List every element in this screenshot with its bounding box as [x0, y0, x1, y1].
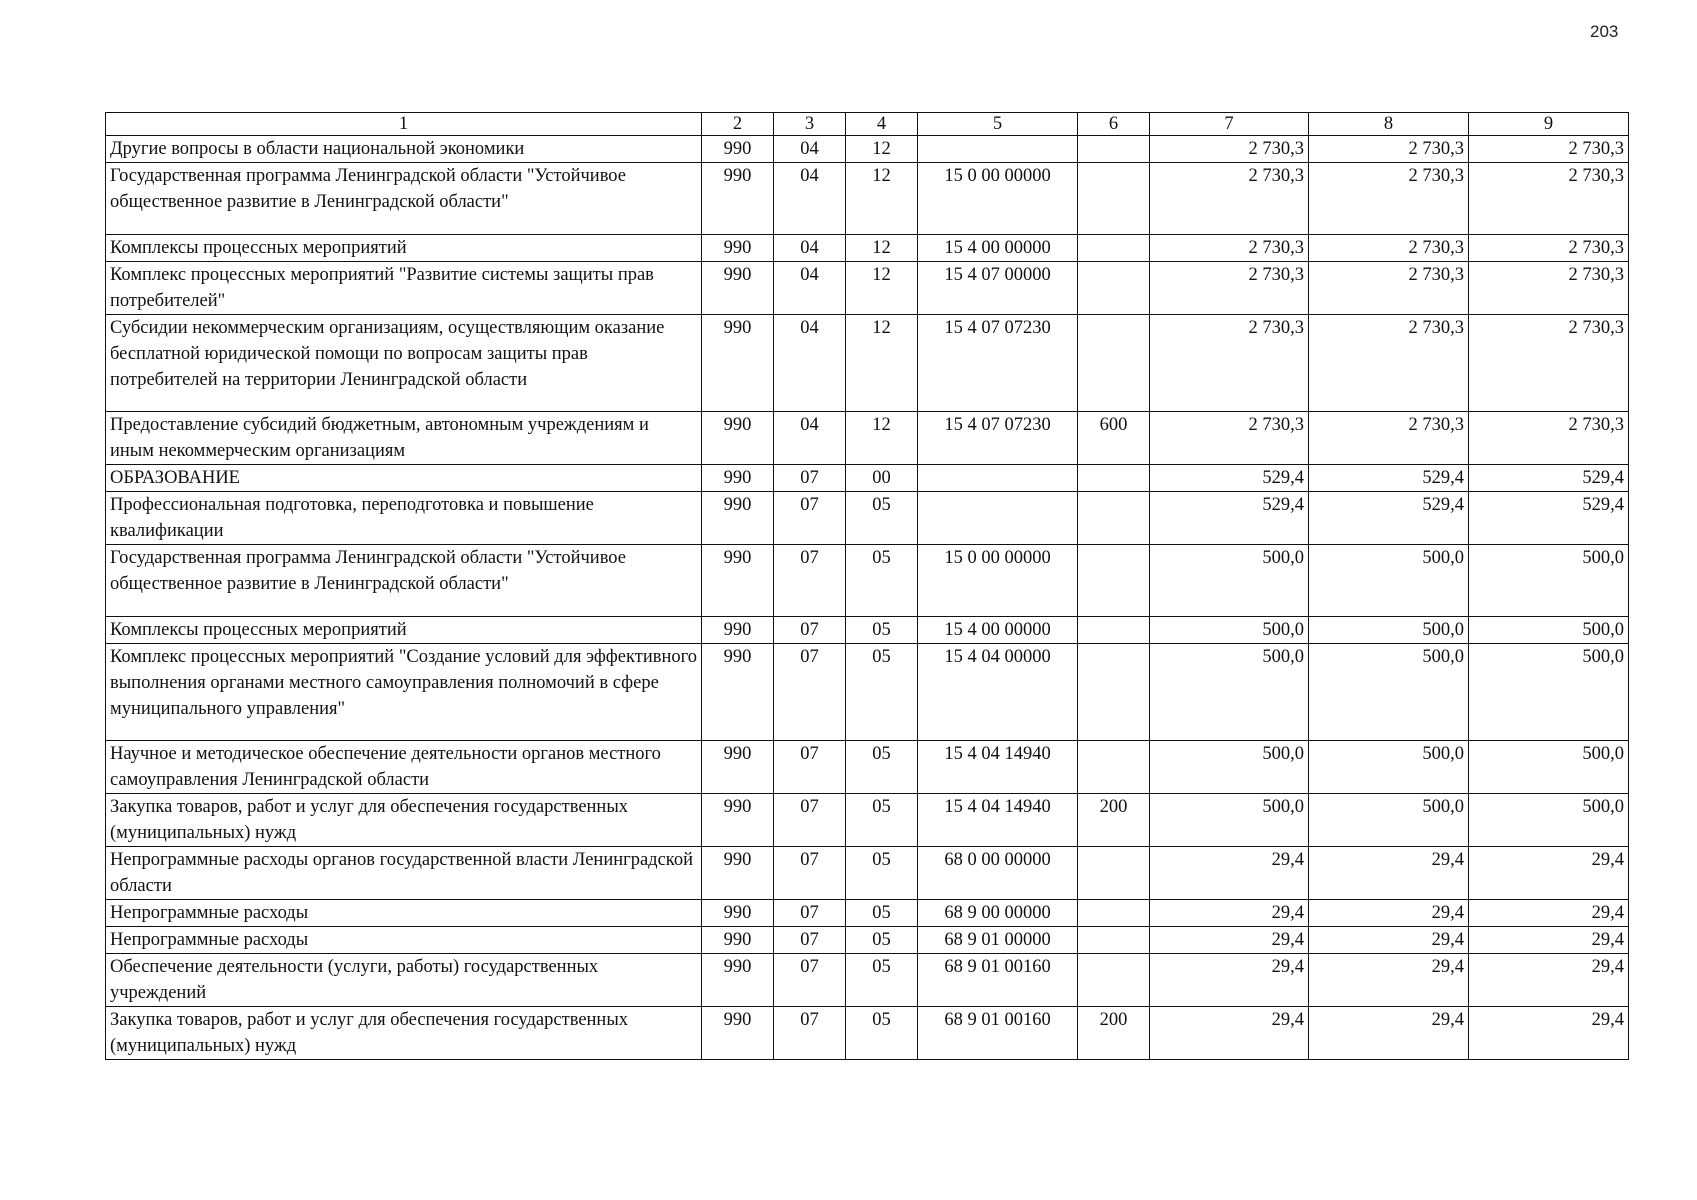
value-col9-cell: 2 730,3 [1469, 315, 1629, 412]
row-name-cell: Закупка товаров, работ и услуг для обеспечения государственных (муниципальных) нужд [106, 1007, 702, 1060]
col4-cell: 05 [846, 847, 918, 900]
col2-cell: 990 [702, 954, 774, 1007]
header-cell: 8 [1309, 113, 1469, 136]
col3-cell: 07 [774, 900, 846, 927]
row-name-cell: Непрограммные расходы органов государственной власти Ленинградской области [106, 847, 702, 900]
value-col8-cell: 2 730,3 [1309, 235, 1469, 262]
col6-cell [1078, 262, 1150, 315]
value-col9-cell: 29,4 [1469, 954, 1629, 1007]
value-col8-cell: 2 730,3 [1309, 262, 1469, 315]
col3-cell: 07 [774, 644, 846, 741]
col3-cell: 07 [774, 847, 846, 900]
row-name-cell: Другие вопросы в области национальной экономики [106, 136, 702, 163]
col3-cell: 07 [774, 794, 846, 847]
col2-cell: 990 [702, 1007, 774, 1060]
value-col8-cell: 2 730,3 [1309, 136, 1469, 163]
row-name-cell: Закупка товаров, работ и услуг для обеспечения государственных (муниципальных) нужд [106, 794, 702, 847]
col6-cell [1078, 163, 1150, 235]
value-col8-cell: 29,4 [1309, 954, 1469, 1007]
table-row [106, 927, 1629, 954]
col5-cell: 68 9 01 00000 [918, 927, 1078, 954]
row-name-cell: Непрограммные расходы [106, 927, 702, 954]
col3-cell: 07 [774, 954, 846, 1007]
value-col8-cell: 29,4 [1309, 927, 1469, 954]
value-col7-cell: 2 730,3 [1150, 163, 1309, 235]
value-col7-cell: 2 730,3 [1150, 262, 1309, 315]
value-col7-cell: 2 730,3 [1150, 136, 1309, 163]
value-col9-cell: 2 730,3 [1469, 136, 1629, 163]
col6-cell: 600 [1078, 412, 1150, 465]
row-name-cell: Комплексы процессных мероприятий [106, 617, 702, 644]
col4-cell: 05 [846, 617, 918, 644]
col6-cell: 200 [1078, 794, 1150, 847]
col3-cell: 04 [774, 412, 846, 465]
page-number: 203 [1590, 22, 1619, 41]
col6-cell [1078, 954, 1150, 1007]
value-col7-cell: 29,4 [1150, 847, 1309, 900]
col5-cell: 68 9 01 00160 [918, 954, 1078, 1007]
col5-cell: 15 4 00 00000 [918, 617, 1078, 644]
col5-cell: 15 4 00 00000 [918, 235, 1078, 262]
col6-cell [1078, 315, 1150, 412]
value-col8-cell: 2 730,3 [1309, 315, 1469, 412]
header-cell: 3 [774, 113, 846, 136]
value-col8-cell: 2 730,3 [1309, 412, 1469, 465]
col5-cell: 15 4 04 14940 [918, 794, 1078, 847]
col2-cell: 990 [702, 794, 774, 847]
col2-cell: 990 [702, 492, 774, 545]
table-row [106, 847, 1629, 900]
row-name-cell: Предоставление субсидий бюджетным, автономным учреждениям и иным некоммерческим организациям [106, 412, 702, 465]
value-col8-cell: 500,0 [1309, 644, 1469, 741]
value-col7-cell: 500,0 [1150, 644, 1309, 741]
header-cell: 6 [1078, 113, 1150, 136]
col4-cell: 12 [846, 163, 918, 235]
table-row [106, 741, 1629, 794]
col6-cell [1078, 847, 1150, 900]
col4-cell: 00 [846, 465, 918, 492]
value-col9-cell: 2 730,3 [1469, 262, 1629, 315]
col4-cell: 05 [846, 900, 918, 927]
col4-cell: 05 [846, 644, 918, 741]
col3-cell: 07 [774, 617, 846, 644]
col4-cell: 05 [846, 1007, 918, 1060]
col5-cell: 68 0 00 00000 [918, 847, 1078, 900]
value-col8-cell: 29,4 [1309, 900, 1469, 927]
col6-cell [1078, 492, 1150, 545]
value-col8-cell: 529,4 [1309, 492, 1469, 545]
col4-cell: 12 [846, 136, 918, 163]
col5-cell: 15 4 07 00000 [918, 262, 1078, 315]
table-row [106, 235, 1629, 262]
value-col7-cell: 500,0 [1150, 794, 1309, 847]
row-name-cell: Государственная программа Ленинградской области "Устойчивое общественное развитие в Ленинградской области" [106, 163, 702, 235]
col2-cell: 990 [702, 163, 774, 235]
col3-cell: 07 [774, 741, 846, 794]
row-name-cell: Обеспечение деятельности (услуги, работы) государственных учреждений [106, 954, 702, 1007]
col2-cell: 990 [702, 465, 774, 492]
col6-cell [1078, 927, 1150, 954]
col2-cell: 990 [702, 262, 774, 315]
value-col8-cell: 500,0 [1309, 794, 1469, 847]
value-col9-cell: 500,0 [1469, 545, 1629, 617]
table-row [106, 617, 1629, 644]
col3-cell: 07 [774, 465, 846, 492]
col3-cell: 07 [774, 927, 846, 954]
value-col9-cell: 529,4 [1469, 465, 1629, 492]
value-col7-cell: 500,0 [1150, 617, 1309, 644]
value-col9-cell: 2 730,3 [1469, 412, 1629, 465]
value-col7-cell: 29,4 [1150, 954, 1309, 1007]
table-row [106, 412, 1629, 465]
col4-cell: 05 [846, 954, 918, 1007]
table-row [106, 163, 1629, 235]
col5-cell: 68 9 01 00160 [918, 1007, 1078, 1060]
value-col8-cell: 500,0 [1309, 741, 1469, 794]
value-col9-cell: 29,4 [1469, 900, 1629, 927]
value-col9-cell: 29,4 [1469, 847, 1629, 900]
col3-cell: 04 [774, 163, 846, 235]
header-cell: 1 [106, 113, 702, 136]
value-col8-cell: 500,0 [1309, 545, 1469, 617]
col4-cell: 12 [846, 262, 918, 315]
col5-cell: 15 4 07 07230 [918, 412, 1078, 465]
header-row [106, 113, 1629, 136]
table-row [106, 900, 1629, 927]
col5-cell: 15 4 07 07230 [918, 315, 1078, 412]
row-name-cell: Научное и методическое обеспечение деятельности органов местного самоуправления Ленинградской области [106, 741, 702, 794]
value-col7-cell: 2 730,3 [1150, 315, 1309, 412]
value-col7-cell: 2 730,3 [1150, 412, 1309, 465]
col5-cell: 15 4 04 14940 [918, 741, 1078, 794]
row-name-cell: ОБРАЗОВАНИЕ [106, 465, 702, 492]
col3-cell: 07 [774, 492, 846, 545]
col2-cell: 990 [702, 412, 774, 465]
table-row [106, 492, 1629, 545]
col4-cell: 05 [846, 492, 918, 545]
col3-cell: 07 [774, 1007, 846, 1060]
value-col7-cell: 529,4 [1150, 465, 1309, 492]
table-row [106, 954, 1629, 1007]
value-col8-cell: 529,4 [1309, 465, 1469, 492]
col6-cell [1078, 465, 1150, 492]
col4-cell: 05 [846, 794, 918, 847]
col2-cell: 990 [702, 927, 774, 954]
col3-cell: 04 [774, 315, 846, 412]
col5-cell [918, 136, 1078, 163]
table-row [106, 315, 1629, 412]
value-col7-cell: 29,4 [1150, 927, 1309, 954]
col2-cell: 990 [702, 235, 774, 262]
value-col7-cell: 29,4 [1150, 1007, 1309, 1060]
value-col7-cell: 500,0 [1150, 741, 1309, 794]
value-col7-cell: 529,4 [1150, 492, 1309, 545]
value-col8-cell: 29,4 [1309, 847, 1469, 900]
col4-cell: 05 [846, 545, 918, 617]
value-col9-cell: 500,0 [1469, 617, 1629, 644]
header-cell: 5 [918, 113, 1078, 136]
value-col9-cell: 29,4 [1469, 1007, 1629, 1060]
table-row [106, 465, 1629, 492]
col5-cell: 15 4 04 00000 [918, 644, 1078, 741]
value-col7-cell: 2 730,3 [1150, 235, 1309, 262]
table-row [106, 1007, 1629, 1060]
header-cell: 9 [1469, 113, 1629, 136]
value-col8-cell: 500,0 [1309, 617, 1469, 644]
header-cell: 2 [702, 113, 774, 136]
col5-cell: 68 9 00 00000 [918, 900, 1078, 927]
value-col9-cell: 500,0 [1469, 644, 1629, 741]
col5-cell: 15 0 00 00000 [918, 545, 1078, 617]
table-row [106, 262, 1629, 315]
col3-cell: 04 [774, 136, 846, 163]
row-name-cell: Комплекс процессных мероприятий "Создание условий для эффективного выполнения органами местного самоуправления полномочий в сфере муниципального управления" [106, 644, 702, 741]
col3-cell: 07 [774, 545, 846, 617]
value-col7-cell: 29,4 [1150, 900, 1309, 927]
row-name-cell: Комплексы процессных мероприятий [106, 235, 702, 262]
value-col9-cell: 529,4 [1469, 492, 1629, 545]
col6-cell [1078, 644, 1150, 741]
header-cell: 7 [1150, 113, 1309, 136]
col6-cell [1078, 617, 1150, 644]
table-row [106, 136, 1629, 163]
header-cell: 4 [846, 113, 918, 136]
col6-cell [1078, 741, 1150, 794]
col5-cell [918, 465, 1078, 492]
row-name-cell: Государственная программа Ленинградской области "Устойчивое общественное развитие в Ленинградской области" [106, 545, 702, 617]
col6-cell [1078, 235, 1150, 262]
table-row [106, 644, 1629, 741]
col6-cell [1078, 136, 1150, 163]
value-col8-cell: 29,4 [1309, 1007, 1469, 1060]
col2-cell: 990 [702, 315, 774, 412]
col6-cell [1078, 900, 1150, 927]
value-col9-cell: 500,0 [1469, 741, 1629, 794]
value-col8-cell: 2 730,3 [1309, 163, 1469, 235]
row-name-cell: Субсидии некоммерческим организациям, осуществляющим оказание бесплатной юридической помощи по вопросам защиты прав потребителей на территории Ленинградской области [106, 315, 702, 412]
col4-cell: 05 [846, 741, 918, 794]
col2-cell: 990 [702, 644, 774, 741]
col4-cell: 12 [846, 315, 918, 412]
col2-cell: 990 [702, 900, 774, 927]
col2-cell: 990 [702, 847, 774, 900]
col3-cell: 04 [774, 235, 846, 262]
col5-cell [918, 492, 1078, 545]
col4-cell: 05 [846, 927, 918, 954]
budget-table [105, 112, 1629, 1060]
row-name-cell: Комплекс процессных мероприятий "Развитие системы защиты прав потребителей" [106, 262, 702, 315]
col2-cell: 990 [702, 617, 774, 644]
col4-cell: 12 [846, 412, 918, 465]
value-col7-cell: 500,0 [1150, 545, 1309, 617]
row-name-cell: Профессиональная подготовка, переподготовка и повышение квалификации [106, 492, 702, 545]
value-col9-cell: 2 730,3 [1469, 163, 1629, 235]
col2-cell: 990 [702, 741, 774, 794]
col4-cell: 12 [846, 235, 918, 262]
col6-cell [1078, 545, 1150, 617]
col2-cell: 990 [702, 136, 774, 163]
row-name-cell: Непрограммные расходы [106, 900, 702, 927]
table-row [106, 794, 1629, 847]
col3-cell: 04 [774, 262, 846, 315]
value-col9-cell: 2 730,3 [1469, 235, 1629, 262]
value-col9-cell: 29,4 [1469, 927, 1629, 954]
col2-cell: 990 [702, 545, 774, 617]
value-col9-cell: 500,0 [1469, 794, 1629, 847]
table-row [106, 545, 1629, 617]
col5-cell: 15 0 00 00000 [918, 163, 1078, 235]
col6-cell: 200 [1078, 1007, 1150, 1060]
